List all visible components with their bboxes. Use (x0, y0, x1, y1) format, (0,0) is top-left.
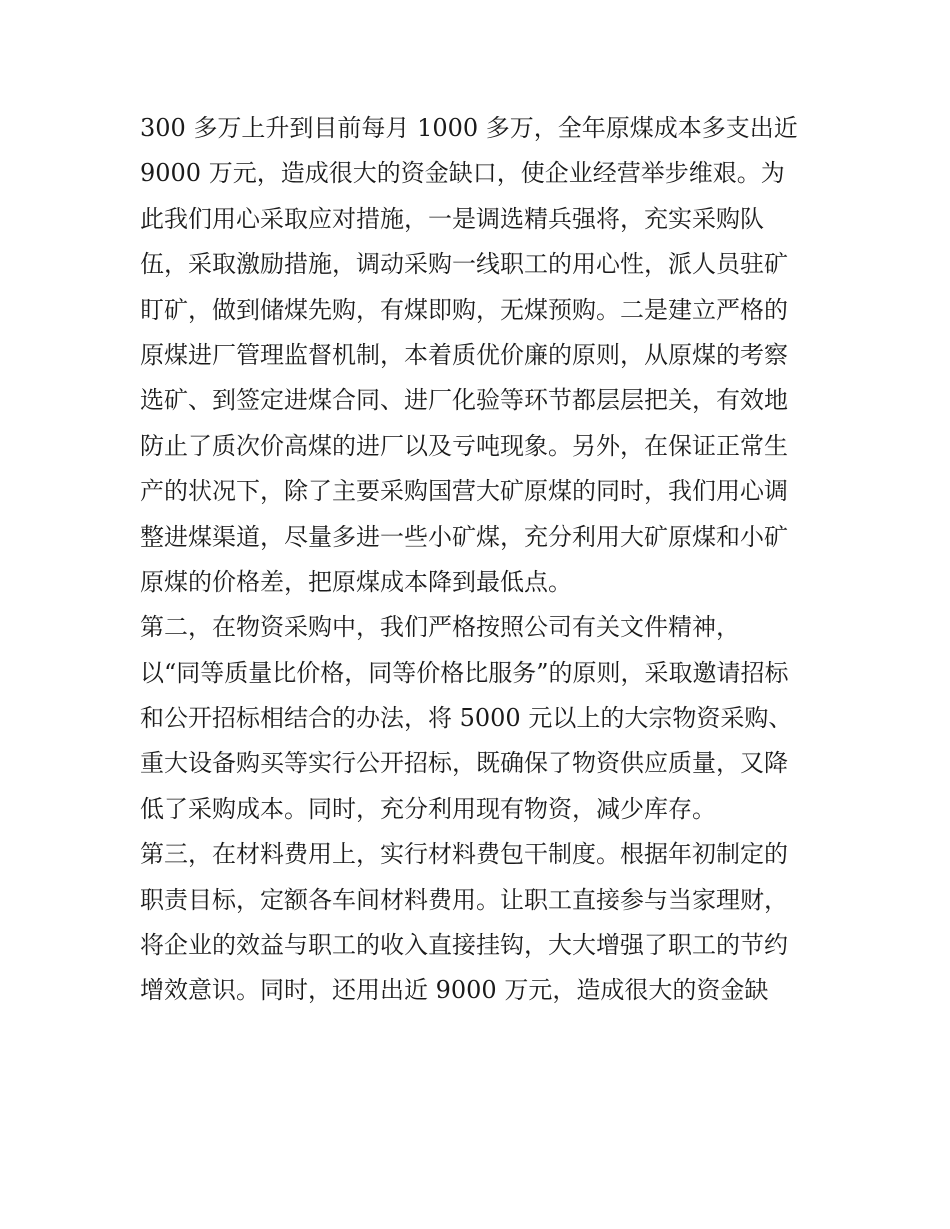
body-text (140, 106, 820, 1014)
text-line: 9000 万元，造成很大的资金缺口，使企业经营举步维艰。为 (140, 159, 785, 188)
text-line: 重大设备购买等实行公开招标，既确保了物资供应质量，又降 (140, 749, 788, 778)
text-line: 职责目标，定额各车间材料费用。让职工直接参与当家理财， (140, 885, 788, 914)
text-line: 整进煤渠道，尽量多进一些小矿煤，充分利用大矿原煤和小矿 (140, 522, 788, 551)
text-line: 选矿、到签定进煤合同、进厂化验等环节都层层把关，有效地 (140, 386, 788, 415)
text-line: 低了采购成本。同时，充分利用现有物资，减少库存。 (140, 794, 716, 823)
text-line: 增效意识。同时，还用出近 9000 万元，造成很大的资金缺 (140, 976, 769, 1005)
text-line: 将企业的效益与职工的收入直接挂钩，大大增强了职工的节约 (140, 931, 788, 960)
text-line: 300 多万上升到目前每月 1000 多万，全年原煤成本多支出近 (140, 114, 798, 142)
text-line: 和公开招标相结合的办法，将 5000 元以上的大宗物资采购、 (140, 704, 793, 733)
text-line: 产的状况下，除了主要采购国营大矿原煤的同时，我们用心调 (140, 477, 788, 506)
text-line: 伍，采取激励措施，调动采购一线职工的用心性，派人员驻矿 (140, 250, 788, 279)
text-line: 原煤的价格差，把原煤成本降到最低点。 (140, 567, 572, 596)
text-line: 防止了质次价高煤的进厂以及亏吨现象。另外，在保证正常生 (140, 431, 788, 460)
text-line: 以“同等质量比价格，同等价格比服务”的原则，采取邀请招标 (140, 658, 789, 687)
text-line: 第三，在材料费用上，实行材料费包干制度。根据年初制定的 (140, 840, 788, 869)
text-line: 盯矿，做到储煤先购，有煤即购，无煤预购。二是建立严格的 (140, 295, 788, 324)
text-line: 此我们用心采取应对措施，一是调选精兵强将，充实采购队 (140, 204, 764, 233)
text-line: 原煤进厂管理监督机制，本着质优价廉的原则，从原煤的考察 (140, 340, 788, 369)
text-line: 第二，在物资采购中，我们严格按照公司有关文件精神， (140, 613, 740, 642)
